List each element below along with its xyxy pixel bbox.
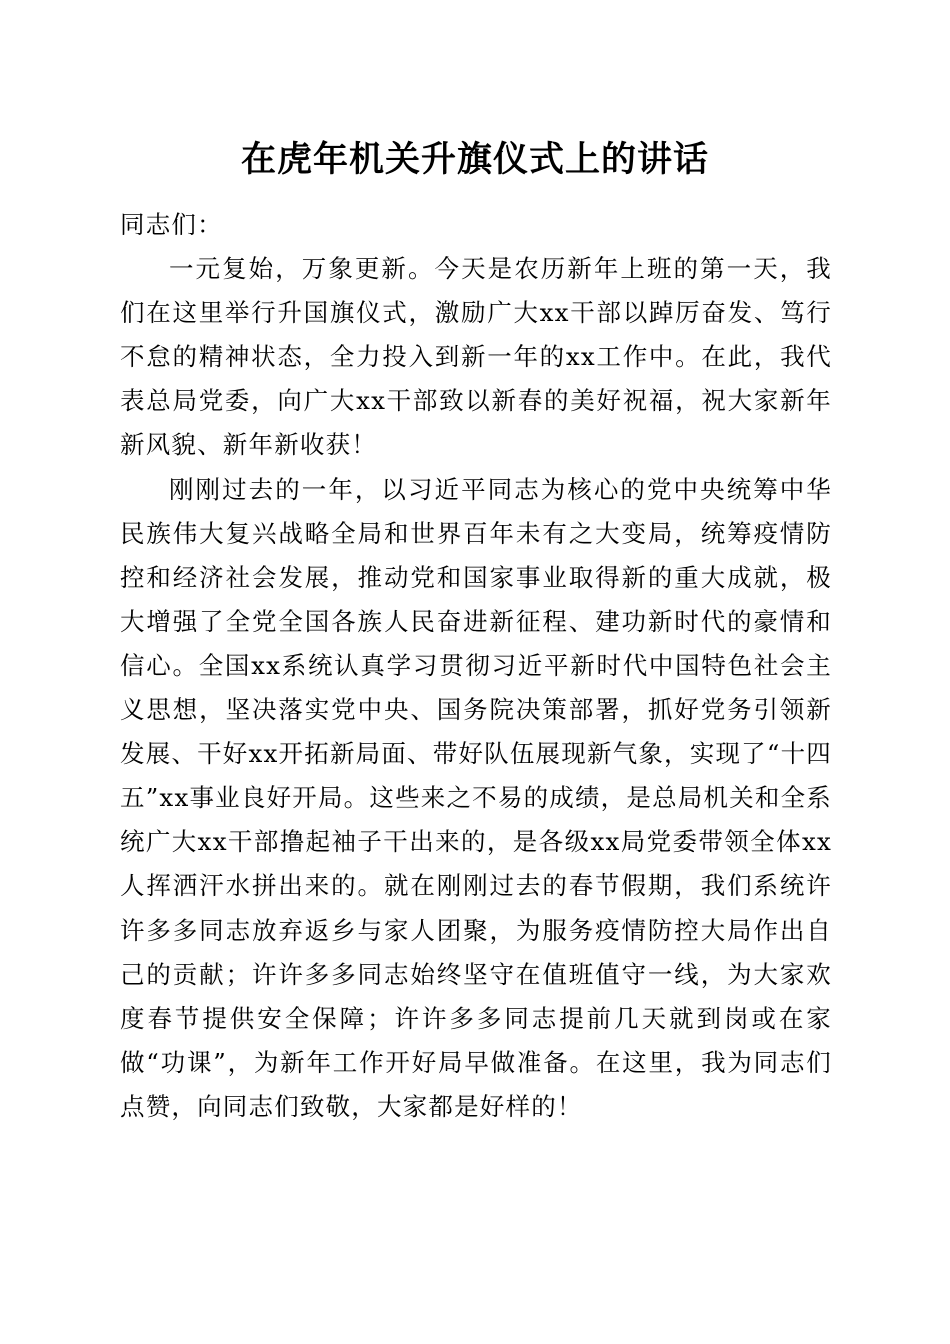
document-title: 在虎年机关升旗仪式上的讲话 bbox=[240, 139, 709, 180]
salutation: 同志们： bbox=[120, 210, 223, 239]
paragraph-2: 刚刚过去的一年，以习近平同志为核心的党中央统筹中华民族伟大复兴战略全局和世界百年未有之大变局，统筹疫情防控和经济社会发展，推动党和国家事业取得新的重大成就，极大增强了全党全国各族人民奋进新征程、建功新时代的豪情和信心。全国xx系统认真学习贯彻习近平新时代中国特色社会主义思想，坚决落实党中央、国务院决策部署，抓好党务引领新发展、干好xx开拓新局面、带好队伍展现新气象，实现了“十四五”xx事业良好开局。这些来之不易的成绩，是总局机关和全系统广大xx干部撸起袖子干出来的，是各级xx局党委带领全体xx人挥洒汗水拼出来的。就在刚刚过去的春节假期，我们系统许许多多同志放弃返乡与家人团聚，为服务疫情防控大局作出自己的贡献；许许多多同志始终坚守在值班值守一线，为大家欢度春节提供安全保障；许许多多同志提前几天就到岗或在家做“功课”，为新年工作开好局早做准备。在这里，我为同志们点赞，向同志们致敬，大家都是好样的！ bbox=[120, 474, 832, 1121]
paragraph-1: 一元复始，万象更新。今天是农历新年上班的第一天，我们在这里举行升国旗仪式，激励广大xx干部以踔厉奋发、笃行不怠的精神状态，全力投入到新一年的xx工作中。在此，我代表总局党委，向广大xx干部致以新春的美好祝福，祝大家新年新风貌、新年新收获！ bbox=[120, 254, 832, 460]
document-body bbox=[120, 203, 832, 1129]
